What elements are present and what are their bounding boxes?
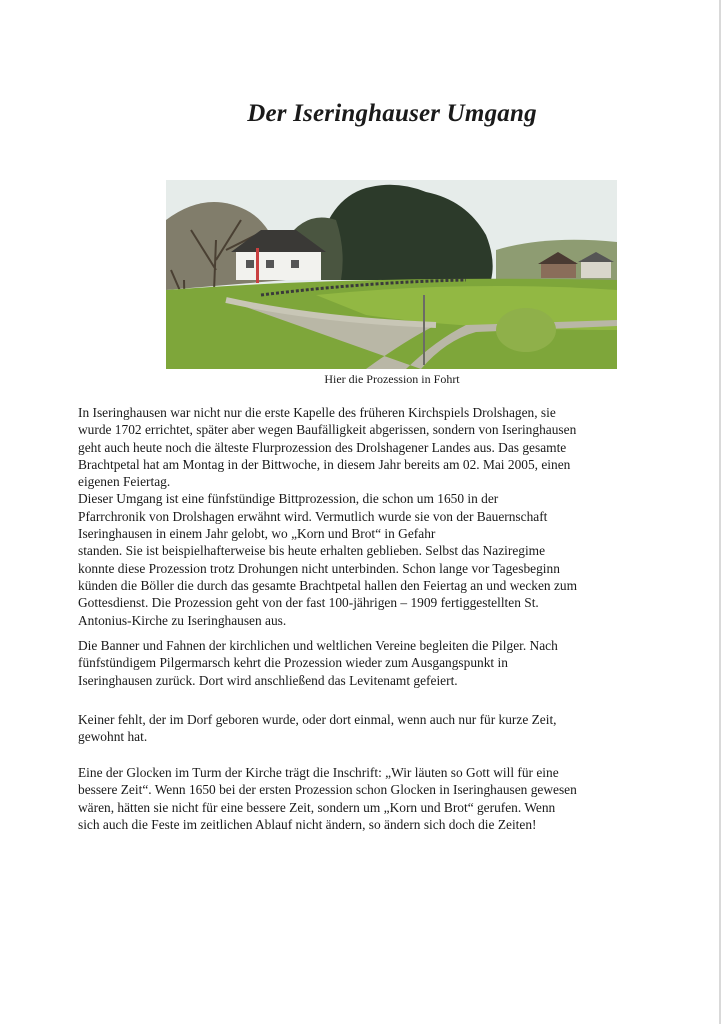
text-line: geht auch heute noch die älteste Flurprozession des Drolshagener Landes aus. Das gesamte: [78, 439, 567, 455]
paragraph-4: [78, 764, 633, 833]
paragraph-3: [78, 711, 633, 746]
text-line: Eine der Glocken im Turm der Kirche trägt die Inschrift: „Wir läuten so Gott will für eine: [78, 765, 559, 780]
photo-caption: Hier die Prozession in Fohrt: [324, 372, 460, 386]
text-line: Iseringhausen zurück. Dort wird anschließend das Levitenamt gefeiert.: [78, 672, 458, 688]
paragraph-1: [78, 404, 633, 629]
text-line: eigenen Feiertag.: [78, 474, 171, 490]
text-line: Antonius-Kirche zu Iseringhausen aus.: [78, 612, 287, 628]
text-line: Keiner fehlt, der im Dorf geboren wurde, oder dort einmal, wenn auch nur für kurze Zeit,: [78, 712, 557, 727]
text-line: konnte diese Prozession trotz Drohungen nicht unterbinden. Schon lange vor Tagesbeginn: [78, 560, 560, 576]
text-line: Iseringhausen in einem Jahr gelobt, wo „Korn und Brot“ in Gefahr: [78, 526, 436, 542]
procession-photo: [166, 180, 617, 369]
text-line: Dieser Umgang ist eine fünfstündige Bittprozession, die schon um 1650 in der: [78, 491, 499, 507]
text-line: Brachtpetal hat am Montag in der Bittwoche, in diesem Jahr bereits am 02. Mai 2005, einen: [78, 456, 571, 472]
text-line: wären, hätten sie nicht für eine bessere Zeit, sondern um „Korn und Brot“ gerufen. Wenn: [78, 799, 556, 815]
text-line: In Iseringhausen war nicht nur die erste Kapelle des früheren Kirchspiels Drolshagen, sie: [78, 405, 556, 420]
text-line: fünfstündigem Pilgermarsch kehrt die Prozession wieder zum Ausgangspunkt in: [78, 655, 508, 671]
text-line: standen. Sie ist beispielhafterweise bis heute erhalten geblieben. Selbst das Naziregime: [78, 543, 546, 559]
text-line: künden die Böller die durch das gesamte Brachtpetal hallen den Feiertag an und wecken zum: [78, 577, 577, 593]
text-line: gewohnt hat.: [78, 729, 148, 745]
text-line: wurde 1702 errichtet, später aber wegen Baufälligkeit abgerissen, sondern von Iseringhausen: [78, 422, 577, 438]
text-line: Gottesdienst. Die Prozession geht von der fast 100-jährigen – 1909 fertiggestellten St.: [78, 595, 539, 611]
scan-edge: [719, 0, 721, 1024]
paragraph-2: [78, 637, 633, 689]
text-line: Pfarrchronik von Drolshagen erwähnt wird. Vermutlich wurde sie von der Bauernschaft: [78, 508, 548, 524]
text-line: Die Banner und Fahnen der kirchlichen und weltlichen Vereine begleiten die Pilger. Nach: [78, 638, 558, 653]
page-title: Der Iseringhauser Umgang: [247, 100, 537, 127]
text-line: bessere Zeit“. Wenn 1650 bei der ersten Prozession schon Glocken in Iseringhausen gewesen: [78, 782, 577, 798]
text-line: sich auch die Feste im zeitlichen Ablauf nicht ändern, so ändern sich doch die Zeiten!: [78, 816, 537, 832]
